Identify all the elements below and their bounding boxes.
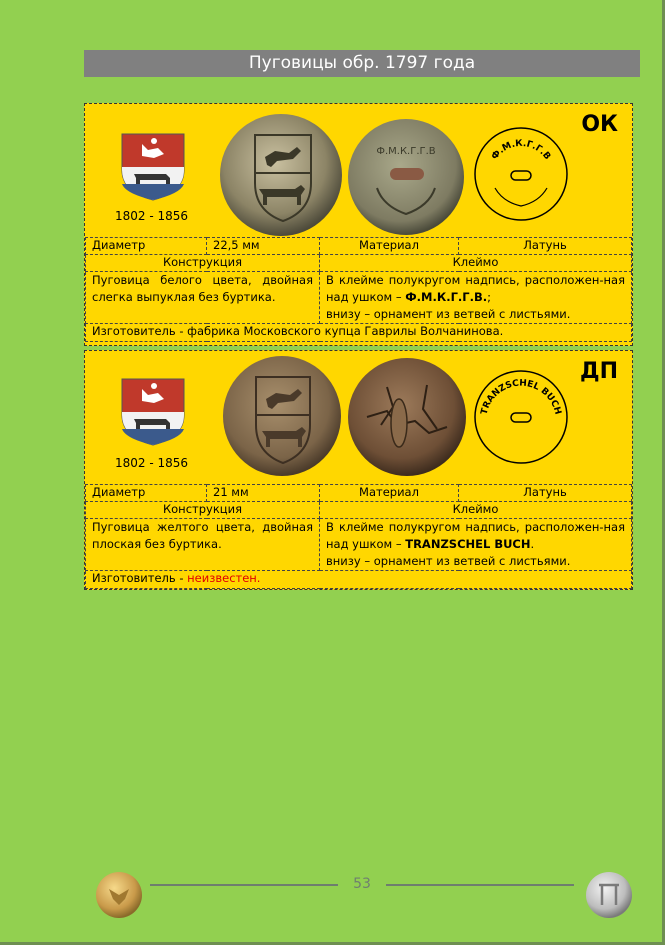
material-label: Материал — [320, 238, 459, 255]
button-card-ok — [84, 103, 633, 346]
material-label: Материал — [320, 485, 459, 502]
mark-label: Клеймо — [320, 255, 632, 272]
monogram-coin-icon — [585, 871, 633, 919]
stamp-diagram-icon — [473, 369, 569, 465]
construction-label: Конструкция — [86, 502, 320, 519]
stamp-diagram-text: Ф.М.К.Г.Г.В — [489, 138, 553, 162]
material-value: Латунь — [459, 238, 632, 255]
diameter-label: Диаметр — [86, 238, 207, 255]
page-title: Пуговицы обр. 1797 года — [84, 50, 640, 77]
maker-row: Изготовитель - неизвестен. — [86, 571, 632, 589]
maker-row: Изготовитель - фабрика Московского купца Гаврилы Волчанинова. — [86, 324, 632, 342]
years-label: 1802 - 1856 — [115, 209, 189, 223]
coat-of-arms-icon — [120, 377, 186, 447]
images-row — [85, 351, 632, 484]
specs-table — [85, 237, 632, 342]
material-value: Латунь — [459, 485, 632, 502]
mark-label: Клеймо — [320, 502, 632, 519]
button-front-image — [219, 113, 343, 237]
button-code: ОК — [581, 112, 618, 137]
eagle-coin-icon — [95, 871, 143, 919]
footer-line-left — [150, 884, 338, 886]
diameter-value: 21 мм — [207, 485, 320, 502]
images-row — [85, 104, 632, 237]
footer-line-right — [386, 884, 574, 886]
specs-table — [85, 484, 632, 589]
stamp-diagram-icon — [473, 126, 569, 222]
page-number: 53 — [353, 876, 371, 892]
button-back-image — [347, 357, 467, 477]
coat-of-arms-icon — [120, 132, 186, 202]
back-stamp-text: Ф.М.К.Г.Г.В — [376, 146, 436, 157]
mark-text: В клейме полукругом надпись, расположен-ная над ушком – Ф.М.К.Г.Г.В.; внизу – орнамент из ветвей с листьями. — [320, 272, 632, 324]
diameter-label: Диаметр — [86, 485, 207, 502]
mark-text: В клейме полукругом надпись, расположен-ная над ушком – TRANZSCHEL BUCH. внизу – орнамент из ветвей с листьями. — [320, 519, 632, 571]
construction-text: Пуговица желтого цвета, двойная плоская без буртика. — [86, 519, 320, 571]
years-label: 1802 - 1856 — [115, 456, 189, 470]
diameter-value: 22,5 мм — [207, 238, 320, 255]
stamp-diagram-text: TRANZSCHEL BUCH — [479, 378, 563, 416]
button-back-image — [347, 118, 465, 236]
button-front-image — [222, 355, 342, 477]
construction-label: Конструкция — [86, 255, 320, 272]
button-code: ДП — [579, 359, 618, 384]
construction-text: Пуговица белого цвета, двойная слегка выпуклая без буртика. — [86, 272, 320, 324]
button-card-dp — [84, 350, 633, 590]
